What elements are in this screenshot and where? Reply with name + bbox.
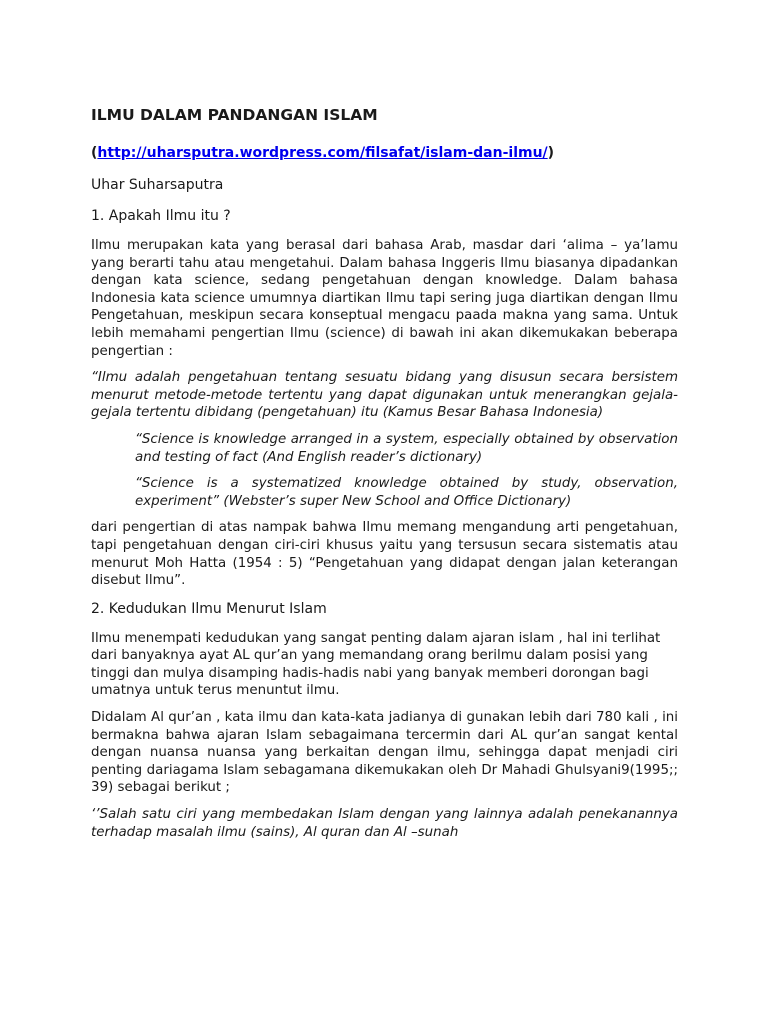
source-citation	[91, 143, 678, 163]
section-1-heading: 1. Apakah Ilmu itu ?	[91, 208, 231, 224]
section-1-quote-english-reader: “Science is knowledge arranged in a system, especially obtained by observation and testing of fact (And English reader’s dictionary)	[135, 431, 678, 465]
section-2-heading: 2. Kedudukan Ilmu Menurut Islam	[91, 600, 327, 617]
section-2-paragraph-2: Didalam Al qur’an , kata ilmu dan kata-kata jadianya di gunakan lebih dari 780 kali , ini bermakna bahwa ajaran Islam sebagaimana tercermin dari AL qur’an sangat kental dengan nuansa nuansa yang berkaitan dengan ilmu, sehingga dapat menjadi ciri penting dariagama Islam sebagamana dikemukakan oleh Dr Mahadi Ghulsyani9(1995;; 39) sebagai berikut ;	[91, 710, 678, 796]
section-1-quote-webster: “Science is a systematized knowledge obtained by study, observation, experiment” (Webster’s super New School and Office Dictionary)	[135, 476, 678, 509]
section-1-paragraph-2: dari pengertian di atas nampak bahwa Ilmu memang mengandung arti pengetahuan, tapi pengetahuan dengan ciri-ciri khusus yaitu yang tersusun secara sistematis atau menurut Moh Hatta (1954 : 5) “Pengetahuan yang didapat dengan jalan keterangan disebut Ilmu”.	[91, 520, 678, 589]
author-name: Uhar Suharsaputra	[91, 177, 224, 193]
section-1-paragraph-1: Ilmu merupakan kata yang berasal dari bahasa Arab, masdar dari ‘alima – ya’lamu yang berarti tahu atau mengetahui. Dalam bahasa Inggeris Ilmu biasanya dipadankan dengan kata science, sedang pengetahuan dengan knowledge. Dalam bahasa Indonesia kata science umumnya diartikan Ilmu tapi sering juga diartikan dengan Ilmu Pengetahuan, meskipun secara konseptual mengacu paada makna yang sama. Untuk lebih memahami pengertian Ilmu (science) di bawah ini akan dikemukakan beberapa pengertian :	[91, 238, 678, 359]
source-close-paren: )	[547, 145, 555, 161]
source-open-paren: (	[91, 145, 98, 161]
document-title: ILMU DALAM PANDANGAN ISLAM	[91, 106, 378, 124]
document-page	[91, 104, 678, 850]
section-1-quote-kbbi: “Ilmu adalah pengetahuan tentang sesuatu bidang yang disusun secara bersistem menurut metode-metode tertentu yang dapat digunakan untuk menerangkan gejala-gejala tertentu dibidang (pengetahuan) itu (Kamus Besar Bahasa Indonesia)	[91, 370, 678, 421]
source-link[interactable]: http://uharsputra.wordpress.com/filsafat/islam-dan-ilmu/	[97, 145, 548, 161]
section-2-paragraph-1: Ilmu menempati kedudukan yang sangat penting dalam ajaran islam , hal ini terlihat dari banyaknya ayat AL qur’an yang memandang orang berilmu dalam posisi yang tinggi dan mulya disamping hadis-hadis nabi yang banyak memberi dorongan bagi umatnya untuk terus menuntut ilmu.	[91, 630, 661, 699]
section-2-quote-ghulsyani: ‘’Salah satu ciri yang membedakan Islam dengan yang lainnya adalah penekanannya terhadap masalah ilmu (sains), Al quran dan Al –sunah	[91, 807, 678, 840]
